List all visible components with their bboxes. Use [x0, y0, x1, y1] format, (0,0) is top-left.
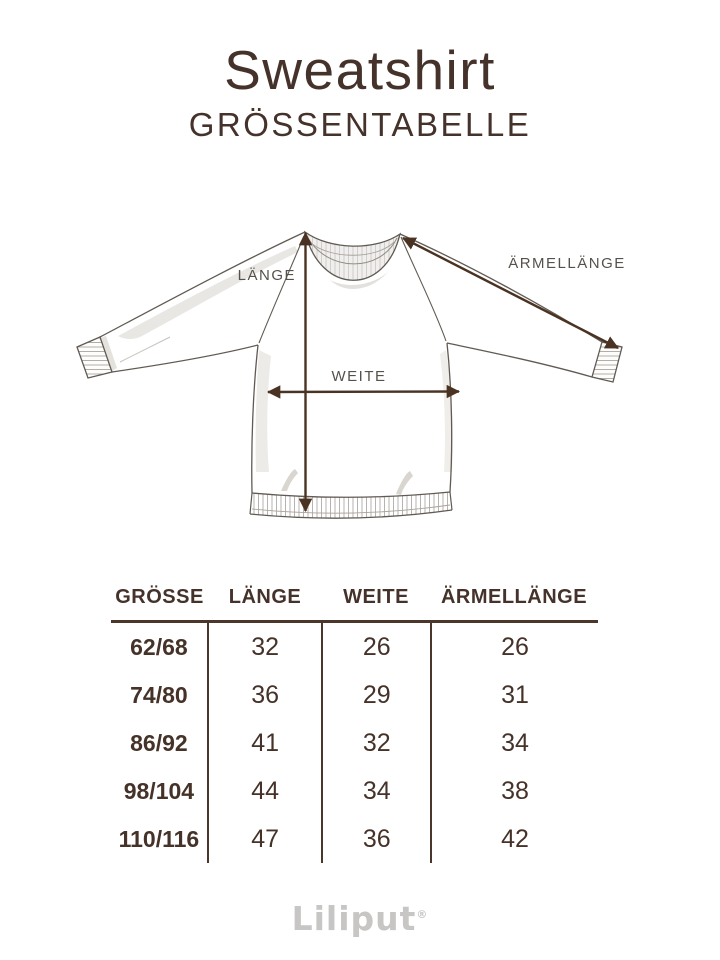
weite-arrow	[268, 392, 459, 393]
column-header-groesse: GRÖSSE	[115, 585, 204, 608]
brand-logo	[0, 899, 720, 938]
size-cell: 110/116	[118, 825, 200, 852]
sleeve-cell: 38	[430, 767, 598, 815]
aermellaenge-label: ÄRMELLÄNGE	[508, 255, 626, 272]
width-cell: 32	[321, 719, 430, 767]
width-cell: 34	[321, 767, 430, 815]
width-cell: 26	[321, 623, 430, 671]
size-cell: 74/80	[130, 681, 188, 708]
hem-band	[250, 492, 452, 518]
size-table-header	[111, 574, 598, 620]
size-cell: 62/68	[130, 633, 188, 660]
weite-label: WEITE	[331, 368, 387, 385]
table-row	[111, 671, 598, 719]
table-row	[111, 719, 598, 767]
column-header-laenge: LÄNGE	[228, 585, 302, 608]
table-row	[111, 623, 598, 671]
length-cell: 44	[207, 767, 322, 815]
registered-trademark-symbol: ®	[416, 908, 429, 921]
brand-logo-text: Liliput	[291, 899, 417, 938]
size-cell: 86/92	[130, 729, 188, 756]
length-cell: 32	[207, 623, 322, 671]
length-cell: 36	[207, 671, 322, 719]
sleeve-cell: 42	[430, 815, 598, 863]
column-header-aermellaenge: ÄRMELLÄNGE	[440, 585, 588, 608]
size-cell: 98/104	[123, 777, 195, 804]
length-cell: 47	[207, 815, 322, 863]
sleeve-cell: 31	[430, 671, 598, 719]
length-cell: 41	[207, 719, 322, 767]
laenge-label: LÄNGE	[237, 267, 296, 284]
page-title: Sweatshirt	[224, 39, 496, 101]
size-table	[111, 574, 598, 863]
table-row	[111, 767, 598, 815]
width-cell: 29	[321, 671, 430, 719]
page-subtitle: GRÖSSENTABELLE	[188, 106, 532, 143]
column-header-weite: WEITE	[343, 585, 409, 608]
sleeve-cell: 34	[430, 719, 598, 767]
table-row	[111, 815, 598, 863]
width-cell: 36	[321, 815, 430, 863]
sweatshirt-diagram	[0, 210, 720, 555]
size-table-body	[111, 620, 598, 863]
sleeve-cell: 26	[430, 623, 598, 671]
